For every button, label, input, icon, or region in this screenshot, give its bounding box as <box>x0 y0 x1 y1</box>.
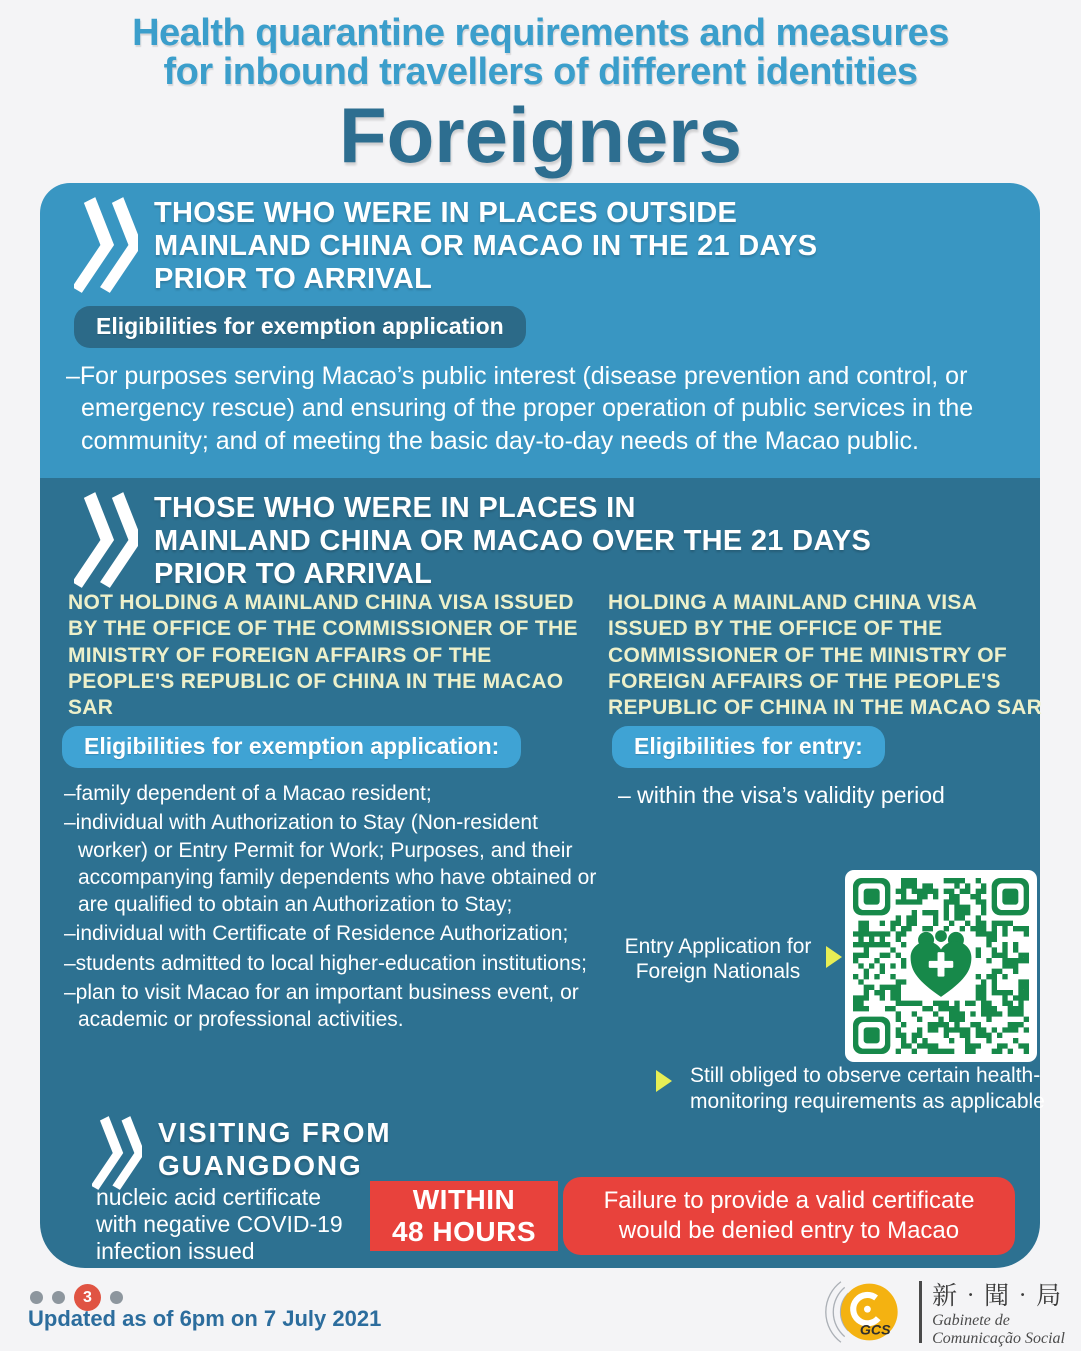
list-item: –plan to visit Macao for an important business event, or academic or professional activities. <box>64 981 579 1032</box>
health-heart-icon <box>911 930 972 997</box>
logo-cn: 新‧聞‧局 <box>932 1281 1063 1311</box>
entry-note: – within the visa’s validity period <box>618 782 945 808</box>
page-header <box>0 12 1081 179</box>
nucleic-cert-note: nucleic acid certificate with negative COVID-19 infection issued <box>96 1184 343 1265</box>
list-item: –individual with Certificate of Residence Authorization; <box>64 922 569 946</box>
list-item: –students admitted to local higher-education institutions; <box>64 951 587 975</box>
updated-text: Updated as of 6pm on 7 July 2021 <box>28 1306 382 1331</box>
page-dot <box>110 1291 123 1304</box>
failure-warning-badge: Failure to provide a valid certificate would be denied entry to Macao <box>563 1177 1015 1255</box>
eligibility-entry-badge: Eligibilities for entry: <box>612 726 885 768</box>
holding-visa-heading: HOLDING A MAINLAND CHINA VISA ISSUED BY THE OFFICE OF THE COMMISSIONER OF THE MINISTRY OF FOREIGN AFFAIRS OF THE PEOPLE'S REPUBLIC OF CHINA IN THE MACAO SAR <box>608 591 1043 719</box>
page-subtitle: Foreigners <box>338 90 743 179</box>
logo-pt-line1: Gabinete de <box>932 1312 1010 1330</box>
arrow-right-icon <box>656 1070 672 1092</box>
gcs-emblem-icon <box>805 1272 909 1351</box>
arrow-right-icon <box>826 946 842 968</box>
guangdong-title: VISITING FROM GUANGDONG <box>158 1117 392 1182</box>
svg-text:GCS: GCS <box>859 1322 891 1339</box>
health-monitoring-note: Still obliged to observe certain health-monitoring requirements as applicable <box>690 1064 1045 1114</box>
logo-pt-line2: Comunicação Social <box>932 1330 1065 1347</box>
qr-code <box>845 870 1037 1062</box>
section-guangdong <box>92 1116 391 1190</box>
double-chevron-icon <box>74 492 138 588</box>
page-dot <box>52 1291 65 1304</box>
not-holding-visa-heading: NOT HOLDING A MAINLAND CHINA VISA ISSUED BY THE OFFICE OF THE COMMISSIONER OF THE MINISTRY OF FOREIGN AFFAIRS OF THE PEOPLE'S REPUBLIC OF CHINA IN THE MACAO SAR <box>68 591 578 719</box>
double-chevron-icon <box>92 1116 142 1190</box>
qr-code-image <box>853 878 1029 1054</box>
list-item: –individual with Authorization to Stay (Non-resident worker) or Entry Permit for Work; Purposes, and their accompanying family dependents who have obtained or are qualified to obtain an Authorization to Stay; <box>64 811 597 917</box>
logo-divider <box>919 1281 922 1343</box>
qr-label: Entry Application for Foreign Nationals <box>624 935 812 984</box>
section-title: THOSE WHO WERE IN PLACES OUTSIDE MAINLAND CHINA OR MACAO IN THE 21 DAYS PRIOR TO ARRIVAL <box>154 197 818 296</box>
list-item: –family dependent of a Macao resident; <box>64 782 432 805</box>
page-dot <box>30 1291 43 1304</box>
logo-text <box>932 1276 1065 1348</box>
eligibility-exemption-badge: Eligibilities for exemption application <box>74 306 526 348</box>
eligibility-exemption-badge: Eligibilities for exemption application: <box>62 726 521 768</box>
page-dot-current: 3 <box>74 1284 101 1311</box>
section-outside-21days <box>40 183 1040 478</box>
section-title: THOSE WHO WERE IN PLACES IN MAINLAND CHINA OR MACAO OVER THE 21 DAYS PRIOR TO ARRIVAL <box>154 492 872 591</box>
gcs-logo <box>805 1272 1065 1351</box>
within-48-hours-badge: WITHIN 48 HOURS <box>370 1181 558 1251</box>
page-title-line2: for inbound travellers of different identities <box>163 50 918 93</box>
double-chevron-icon <box>74 197 138 293</box>
page-title-line1: Health quarantine requirements and measures <box>132 12 949 54</box>
section-inside-21days <box>40 478 1045 1268</box>
exemption-body-text: –For purposes serving Macao’s public interest (disease prevention and control, or emergency rescue) and ensuring of the proper operation of public services in the community; and of meeting the basic day-to-day needs of the Macao public. <box>66 362 974 455</box>
eligibility-list <box>64 780 612 1036</box>
